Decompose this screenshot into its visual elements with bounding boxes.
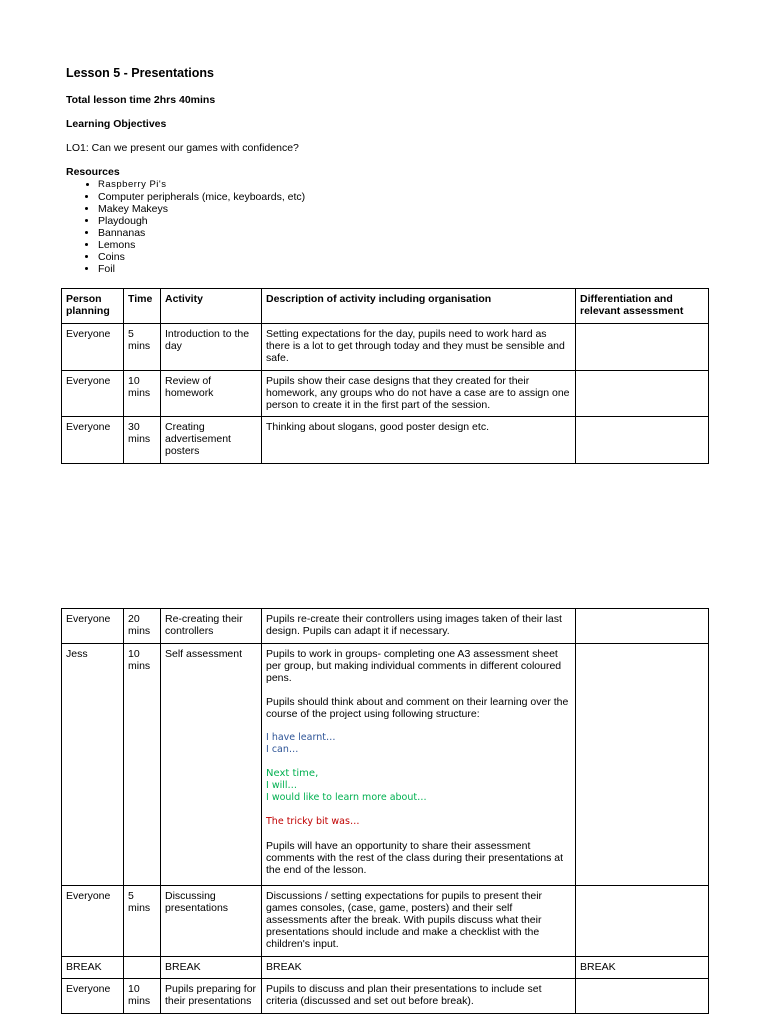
cell-time: 20 mins (124, 609, 161, 644)
table-row (62, 979, 709, 1014)
cell-activity: Pupils preparing for their presentations (161, 979, 262, 1014)
cell-differentiation (576, 371, 709, 417)
cell-differentiation: BREAK (576, 957, 709, 979)
cell-activity: Introduction to the day (161, 324, 262, 371)
lesson-title: Lesson 5 - Presentations (66, 66, 214, 80)
cell-activity: Discussing presentations (161, 886, 262, 957)
cell-description (262, 644, 576, 886)
cell-person: Everyone (62, 609, 124, 644)
cell-person: Everyone (62, 324, 124, 371)
header-description: Description of activity including organisation (262, 289, 576, 324)
cell-time: 10 mins (124, 644, 161, 886)
resources-list (66, 179, 305, 275)
prompt-tricky-bit: The tricky bit was… (266, 816, 360, 827)
table-row (62, 609, 709, 644)
cell-description: Setting expectations for the day, pupils need to work hard as there is a lot to get through today and they must be sensible and safe. (262, 324, 576, 371)
table-row-break (62, 957, 709, 979)
header-activity: Activity (161, 289, 262, 324)
cell-activity: Creating advertisement posters (161, 417, 262, 464)
table-row (62, 324, 709, 371)
cell-differentiation (576, 886, 709, 957)
cell-activity: Review of homework (161, 371, 262, 417)
cell-time: 10 mins (124, 979, 161, 1014)
header-person: Person planning (62, 289, 124, 324)
cell-description: Thinking about slogans, good poster design etc. (262, 417, 576, 464)
cell-differentiation (576, 644, 709, 886)
self-assessment-paragraph-1: Pupils to work in groups- completing one A3 assessment sheet per group, but making individual comments in different coloured pens. (266, 648, 562, 684)
lesson-plan-table-2 (61, 608, 709, 1014)
prompt-next-time: Next time, (266, 768, 319, 779)
table-row (62, 417, 709, 464)
resource-item: • Makey Makeys (98, 203, 305, 215)
cell-differentiation (576, 979, 709, 1014)
prompt-learn-more: I would like to learn more about… (266, 792, 427, 803)
cell-description: Pupils show their case designs that they created for their homework, any groups who do not have a case are to assign one person to create it in the first part of the session. (262, 371, 576, 417)
lesson-plan-table-1 (61, 288, 709, 464)
self-assessment-paragraph-3: Pupils will have an opportunity to share their assessment comments with the rest of the class during their presentations at the end of the lesson. (266, 840, 564, 876)
total-lesson-time: Total lesson time 2hrs 40mins (66, 94, 216, 106)
cell-differentiation (576, 324, 709, 371)
cell-person: Jess (62, 644, 124, 886)
resource-item: • Lemons (98, 239, 305, 251)
cell-activity: BREAK (161, 957, 262, 979)
cell-time: 5 mins (124, 324, 161, 371)
cell-person: Everyone (62, 371, 124, 417)
resource-item: • Bannanas (98, 227, 305, 239)
objectives-heading: Learning Objectives (66, 118, 167, 130)
self-assessment-paragraph-2: Pupils should think about and comment on their learning over the course of the project using following structure: (266, 696, 569, 720)
cell-person: Everyone (62, 979, 124, 1014)
cell-description: Pupils re-create their controllers using images taken of their last design. Pupils can adapt it if necessary. (262, 609, 576, 644)
cell-time: 5 mins (124, 886, 161, 957)
table-row (62, 644, 709, 886)
cell-differentiation (576, 609, 709, 644)
prompt-i-can: I can… (266, 744, 299, 755)
cell-person: BREAK (62, 957, 124, 979)
cell-person: Everyone (62, 886, 124, 957)
resource-item: • Foil (98, 263, 305, 275)
cell-description: Discussions / setting expectations for pupils to present their games consoles, (case, game, posters) and their self assessments after the break. With pupils discuss what their presentations should include and make a checklist with the children's input. (262, 886, 576, 957)
resource-item: • Computer peripherals (mice, keyboards, etc) (98, 191, 305, 203)
resource-item: • Playdough (98, 215, 305, 227)
resource-item: • Raspberry Pi's (98, 179, 305, 191)
cell-description: Pupils to discuss and plan their presentations to include set criteria (discussed and set out before break). (262, 979, 576, 1014)
header-time: Time (124, 289, 161, 324)
cell-activity: Re-creating their controllers (161, 609, 262, 644)
table-row (62, 371, 709, 417)
prompt-i-have-learnt: I have learnt… (266, 732, 336, 743)
cell-description: BREAK (262, 957, 576, 979)
objective-1: LO1: Can we present our games with confidence? (66, 142, 299, 154)
cell-person: Everyone (62, 417, 124, 464)
prompt-i-will: I will… (266, 780, 298, 791)
cell-time: 30 mins (124, 417, 161, 464)
cell-activity: Self assessment (161, 644, 262, 886)
cell-time (124, 957, 161, 979)
table-row (62, 886, 709, 957)
resources-heading: Resources (66, 166, 120, 178)
cell-differentiation (576, 417, 709, 464)
resource-item: • Coins (98, 251, 305, 263)
cell-time: 10 mins (124, 371, 161, 417)
table-header-row (62, 289, 709, 324)
header-differentiation: Differentiation and relevant assessment (576, 289, 709, 324)
